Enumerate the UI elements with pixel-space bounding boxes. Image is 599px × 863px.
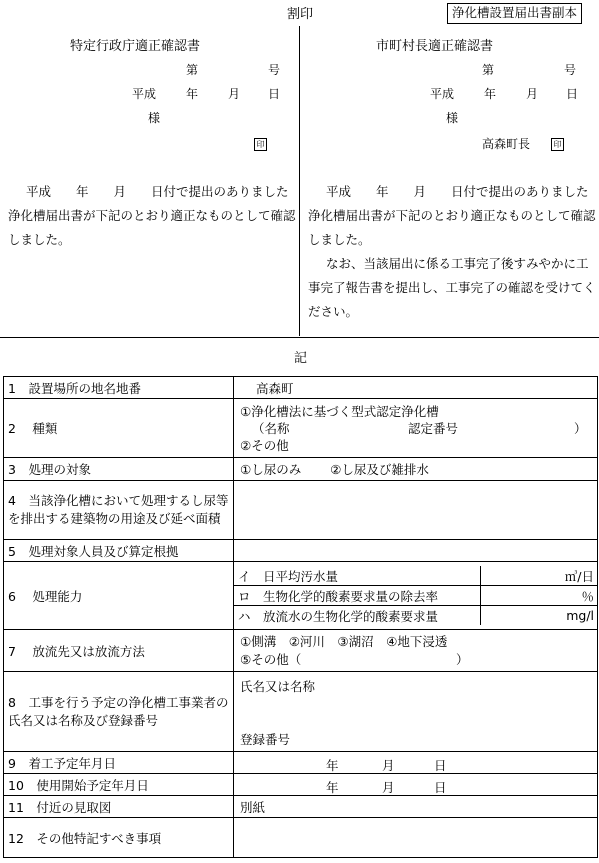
row-label: 11 付近の見取図 bbox=[4, 796, 234, 818]
start-date-day: 日 bbox=[434, 758, 447, 773]
use-date-month: 月 bbox=[382, 780, 395, 795]
left-number-dai: 第 bbox=[186, 63, 199, 77]
type-option-1-close: ） bbox=[574, 420, 587, 436]
table-row bbox=[4, 752, 598, 774]
right-seal-icon: 印 bbox=[551, 138, 564, 151]
right-completion-notice: なお、当該届出に係る工事完了後すみやかに工事完了報告書を提出し、工事完了の確認を受けてください。 bbox=[308, 256, 596, 319]
row-label: 1 設置場所の地名地番 bbox=[4, 377, 234, 399]
right-number-go: 号 bbox=[564, 63, 577, 77]
table-row bbox=[4, 377, 598, 399]
ki-heading: 記 bbox=[294, 351, 308, 366]
start-date-month: 月 bbox=[382, 758, 395, 773]
left-date-era: 平成 bbox=[132, 87, 157, 101]
row-label: 4 当該浄化槽において処理するし尿等を排出する建築物の用途及び延べ面積 bbox=[4, 481, 234, 540]
contractor-reg-label: 登録番号 bbox=[240, 732, 291, 747]
use-date-year: 年 bbox=[326, 780, 339, 795]
row-label: 7 放流先又は放流方法 bbox=[4, 630, 234, 672]
table-row bbox=[4, 540, 598, 562]
table-row bbox=[4, 818, 598, 858]
capacity-item: イ 日平均汚水量 bbox=[234, 566, 480, 586]
contractor-name-label: 氏名又は名称 bbox=[240, 679, 316, 694]
right-date-day: 日 bbox=[566, 87, 579, 101]
right-number-dai: 第 bbox=[482, 63, 495, 77]
left-date-month: 月 bbox=[228, 87, 241, 101]
right-date-month: 月 bbox=[526, 87, 539, 101]
capacity-item: ロ 生物化学的酸素要求量の除去率 bbox=[234, 586, 480, 606]
left-confirmation-text: 平成 年 月 日付で提出のありました浄化槽届出書が下記のとおり適正なものとして確認しました。 bbox=[8, 184, 296, 247]
persons-value bbox=[234, 540, 598, 562]
treatment-target-options: ①し尿のみ ②し尿及び雑排水 bbox=[234, 458, 598, 481]
table-row bbox=[4, 399, 598, 458]
type-option-2: ②その他 bbox=[240, 437, 289, 453]
right-date-era: 平成 bbox=[430, 87, 455, 101]
remarks-value bbox=[234, 818, 598, 858]
table-row bbox=[4, 481, 598, 540]
discharge-options: ①側溝 ②河川 ③湖沼 ④地下浸透 bbox=[240, 633, 448, 649]
left-heading: 特定行政庁適正確認書 bbox=[70, 39, 201, 54]
table-row bbox=[4, 774, 598, 796]
left-date-day: 日 bbox=[268, 87, 281, 101]
row-label: 3 処理の対象 bbox=[4, 458, 234, 481]
row-label: 2 種類 bbox=[4, 399, 234, 458]
seal-area-label: 割印 bbox=[287, 7, 314, 22]
table-row bbox=[4, 458, 598, 481]
capacity-subtable bbox=[234, 566, 598, 625]
left-sama: 様 bbox=[148, 111, 161, 125]
type-option-1: ①浄化槽法に基づく型式認定浄化槽 bbox=[240, 403, 439, 419]
row-label: 5 処理対象人員及び算定根拠 bbox=[4, 540, 234, 562]
table-row bbox=[4, 672, 598, 752]
right-heading: 市町村長適正確認書 bbox=[376, 39, 494, 54]
building-use-value bbox=[234, 481, 598, 540]
right-confirmation-text: 平成 年 月 日付で提出のありました浄化槽届出書が下記のとおり適正なものとして確認しました。 bbox=[308, 184, 596, 247]
right-sama: 様 bbox=[446, 111, 459, 125]
discharge-other: ⑤その他（ bbox=[240, 651, 302, 667]
document-title-box: 浄化槽設置届出書副本 bbox=[447, 3, 582, 24]
row-label: 8 工事を行う予定の浄化槽工事業者の氏名又は名称及び登録番号 bbox=[4, 672, 234, 752]
left-date-year: 年 bbox=[186, 87, 199, 101]
capacity-unit: ％ bbox=[480, 586, 598, 606]
location-value: 高森町 bbox=[234, 377, 598, 399]
capacity-unit: mg/l bbox=[480, 606, 598, 626]
record-table bbox=[3, 376, 598, 858]
left-number-go: 号 bbox=[268, 63, 281, 77]
discharge-other-close: ） bbox=[456, 651, 469, 667]
row-label: 9 着工予定年月日 bbox=[4, 752, 234, 774]
right-date-year: 年 bbox=[484, 87, 497, 101]
capacity-item: ハ 放流水の生物化学的酸素要求量 bbox=[238, 608, 439, 624]
capacity-unit: ㎥/日 bbox=[480, 566, 598, 586]
right-mayor-title: 高森町長 bbox=[482, 137, 531, 151]
table-row bbox=[4, 562, 598, 630]
type-option-1-cert-no: 認定番号 bbox=[408, 420, 459, 436]
center-divider bbox=[299, 26, 300, 336]
table-row bbox=[4, 796, 598, 818]
type-option-1-name: （名称 bbox=[252, 420, 290, 436]
left-seal-icon: 印 bbox=[254, 138, 267, 151]
row-label: 10 使用開始予定年月日 bbox=[4, 774, 234, 796]
row-label: 6 処理能力 bbox=[4, 562, 234, 630]
header-bottom-rule bbox=[0, 337, 599, 338]
map-value: 別紙 bbox=[234, 796, 598, 818]
table-row bbox=[4, 630, 598, 672]
use-date-day: 日 bbox=[434, 780, 447, 795]
row-label: 12 その他特記すべき事項 bbox=[4, 818, 234, 858]
start-date-year: 年 bbox=[326, 758, 339, 773]
